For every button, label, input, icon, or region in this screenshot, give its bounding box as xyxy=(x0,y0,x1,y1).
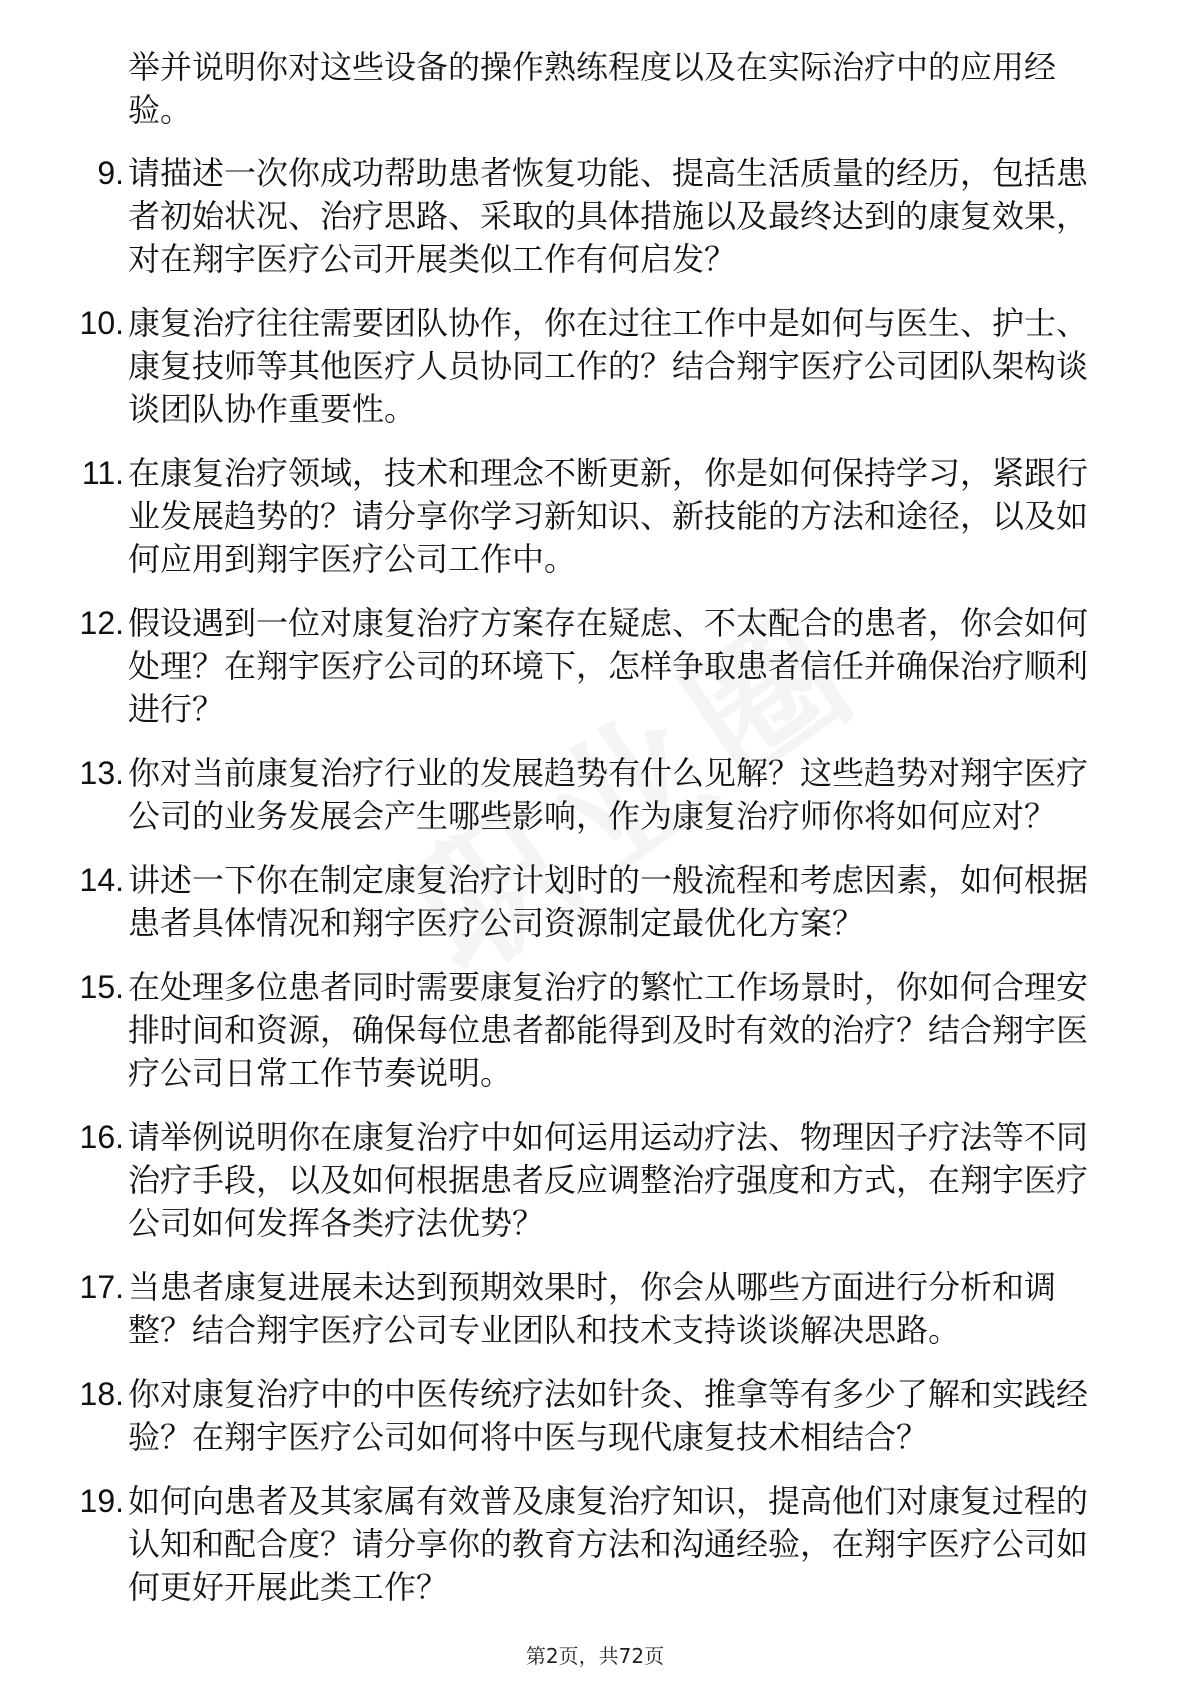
question-text: 请描述一次你成功帮助患者恢复功能、提高生活质量的经历，包括患者初始状况、治疗思路、采取的具体措施以及最终达到的康复效果，对在翔宇医疗公司开展类似工作有何启发？ xyxy=(128,154,1089,278)
question-number: 18. xyxy=(79,1376,124,1412)
question-text: 你对当前康复治疗行业的发展趋势有什么见解？这些趋势对翔宇医疗公司的业务发展会产生哪些影响，作为康复治疗师你将如何应对？ xyxy=(128,754,1089,835)
question-text: 康复治疗往往需要团队协作，你在过往工作中是如何与医生、护士、康复技师等其他医疗人员协同工作的？结合翔宇医疗公司团队架构谈谈团队协作重要性。 xyxy=(128,304,1089,428)
question-number: 13. xyxy=(79,755,124,791)
question-text: 如何向患者及其家属有效普及康复治疗知识，提高他们对康复过程的认知和配合度？请分享你的教育方法和沟通经验，在翔宇医疗公司如何更好开展此类工作？ xyxy=(128,1482,1089,1606)
page-footer: 第2页，共72页 xyxy=(525,1644,665,1668)
question-item xyxy=(70,152,1110,281)
continuation-text: 举并说明你对这些设备的操作熟练程度以及在实际治疗中的应用经验。 xyxy=(128,48,1057,129)
question-text: 当患者康复进展未达到预期效果时，你会从哪些方面进行分析和调整？结合翔宇医疗公司专业团队和技术支持谈谈解决思路。 xyxy=(128,1268,1057,1349)
question-text: 请举例说明你在康复治疗中如何运用运动疗法、物理因子疗法等不同治疗手段，以及如何根据患者反应调整治疗强度和方式，在翔宇医疗公司如何发挥各类疗法优势？ xyxy=(128,1118,1089,1242)
question-number: 9. xyxy=(97,155,124,191)
question-number: 12. xyxy=(79,605,124,641)
question-item xyxy=(70,1116,1110,1245)
question-item xyxy=(70,752,1110,838)
question-item xyxy=(70,602,1110,731)
question-text: 讲述一下你在制定康复治疗计划时的一般流程和考虑因素，如何根据患者具体情况和翔宇医疗公司资源制定最优化方案？ xyxy=(128,861,1089,942)
question-text: 你对康复治疗中的中医传统疗法如针灸、推拿等有多少了解和实践经验？在翔宇医疗公司如何将中医与现代康复技术相结合？ xyxy=(128,1375,1089,1456)
question-number: 19. xyxy=(79,1483,124,1519)
question-item xyxy=(70,1373,1110,1459)
question-item xyxy=(70,452,1110,581)
question-number: 16. xyxy=(79,1119,124,1155)
question-item xyxy=(70,1266,1110,1352)
question-number: 11. xyxy=(81,455,124,491)
question-number: 10. xyxy=(79,305,124,341)
question-number: 17. xyxy=(79,1269,124,1305)
question-item xyxy=(70,966,1110,1095)
question-text: 在处理多位患者同时需要康复治疗的繁忙工作场景时，你如何合理安排时间和资源，确保每位患者都能得到及时有效的治疗？结合翔宇医疗公司日常工作节奏说明。 xyxy=(128,968,1089,1092)
question-list xyxy=(70,46,1110,1630)
question-item xyxy=(70,1480,1110,1609)
question-item xyxy=(70,859,1110,945)
question-text: 在康复治疗领域，技术和理念不断更新，你是如何保持学习，紧跟行业发展趋势的？请分享你学习新知识、新技能的方法和途径，以及如何应用到翔宇医疗公司工作中。 xyxy=(128,454,1089,578)
question-number: 14. xyxy=(79,862,124,898)
question-number: 15. xyxy=(79,969,124,1005)
question-text: 假设遇到一位对康复治疗方案存在疑虑、不太配合的患者，你会如何处理？在翔宇医疗公司的环境下，怎样争取患者信任并确保治疗顺利进行？ xyxy=(128,604,1089,728)
question-item xyxy=(70,302,1110,431)
